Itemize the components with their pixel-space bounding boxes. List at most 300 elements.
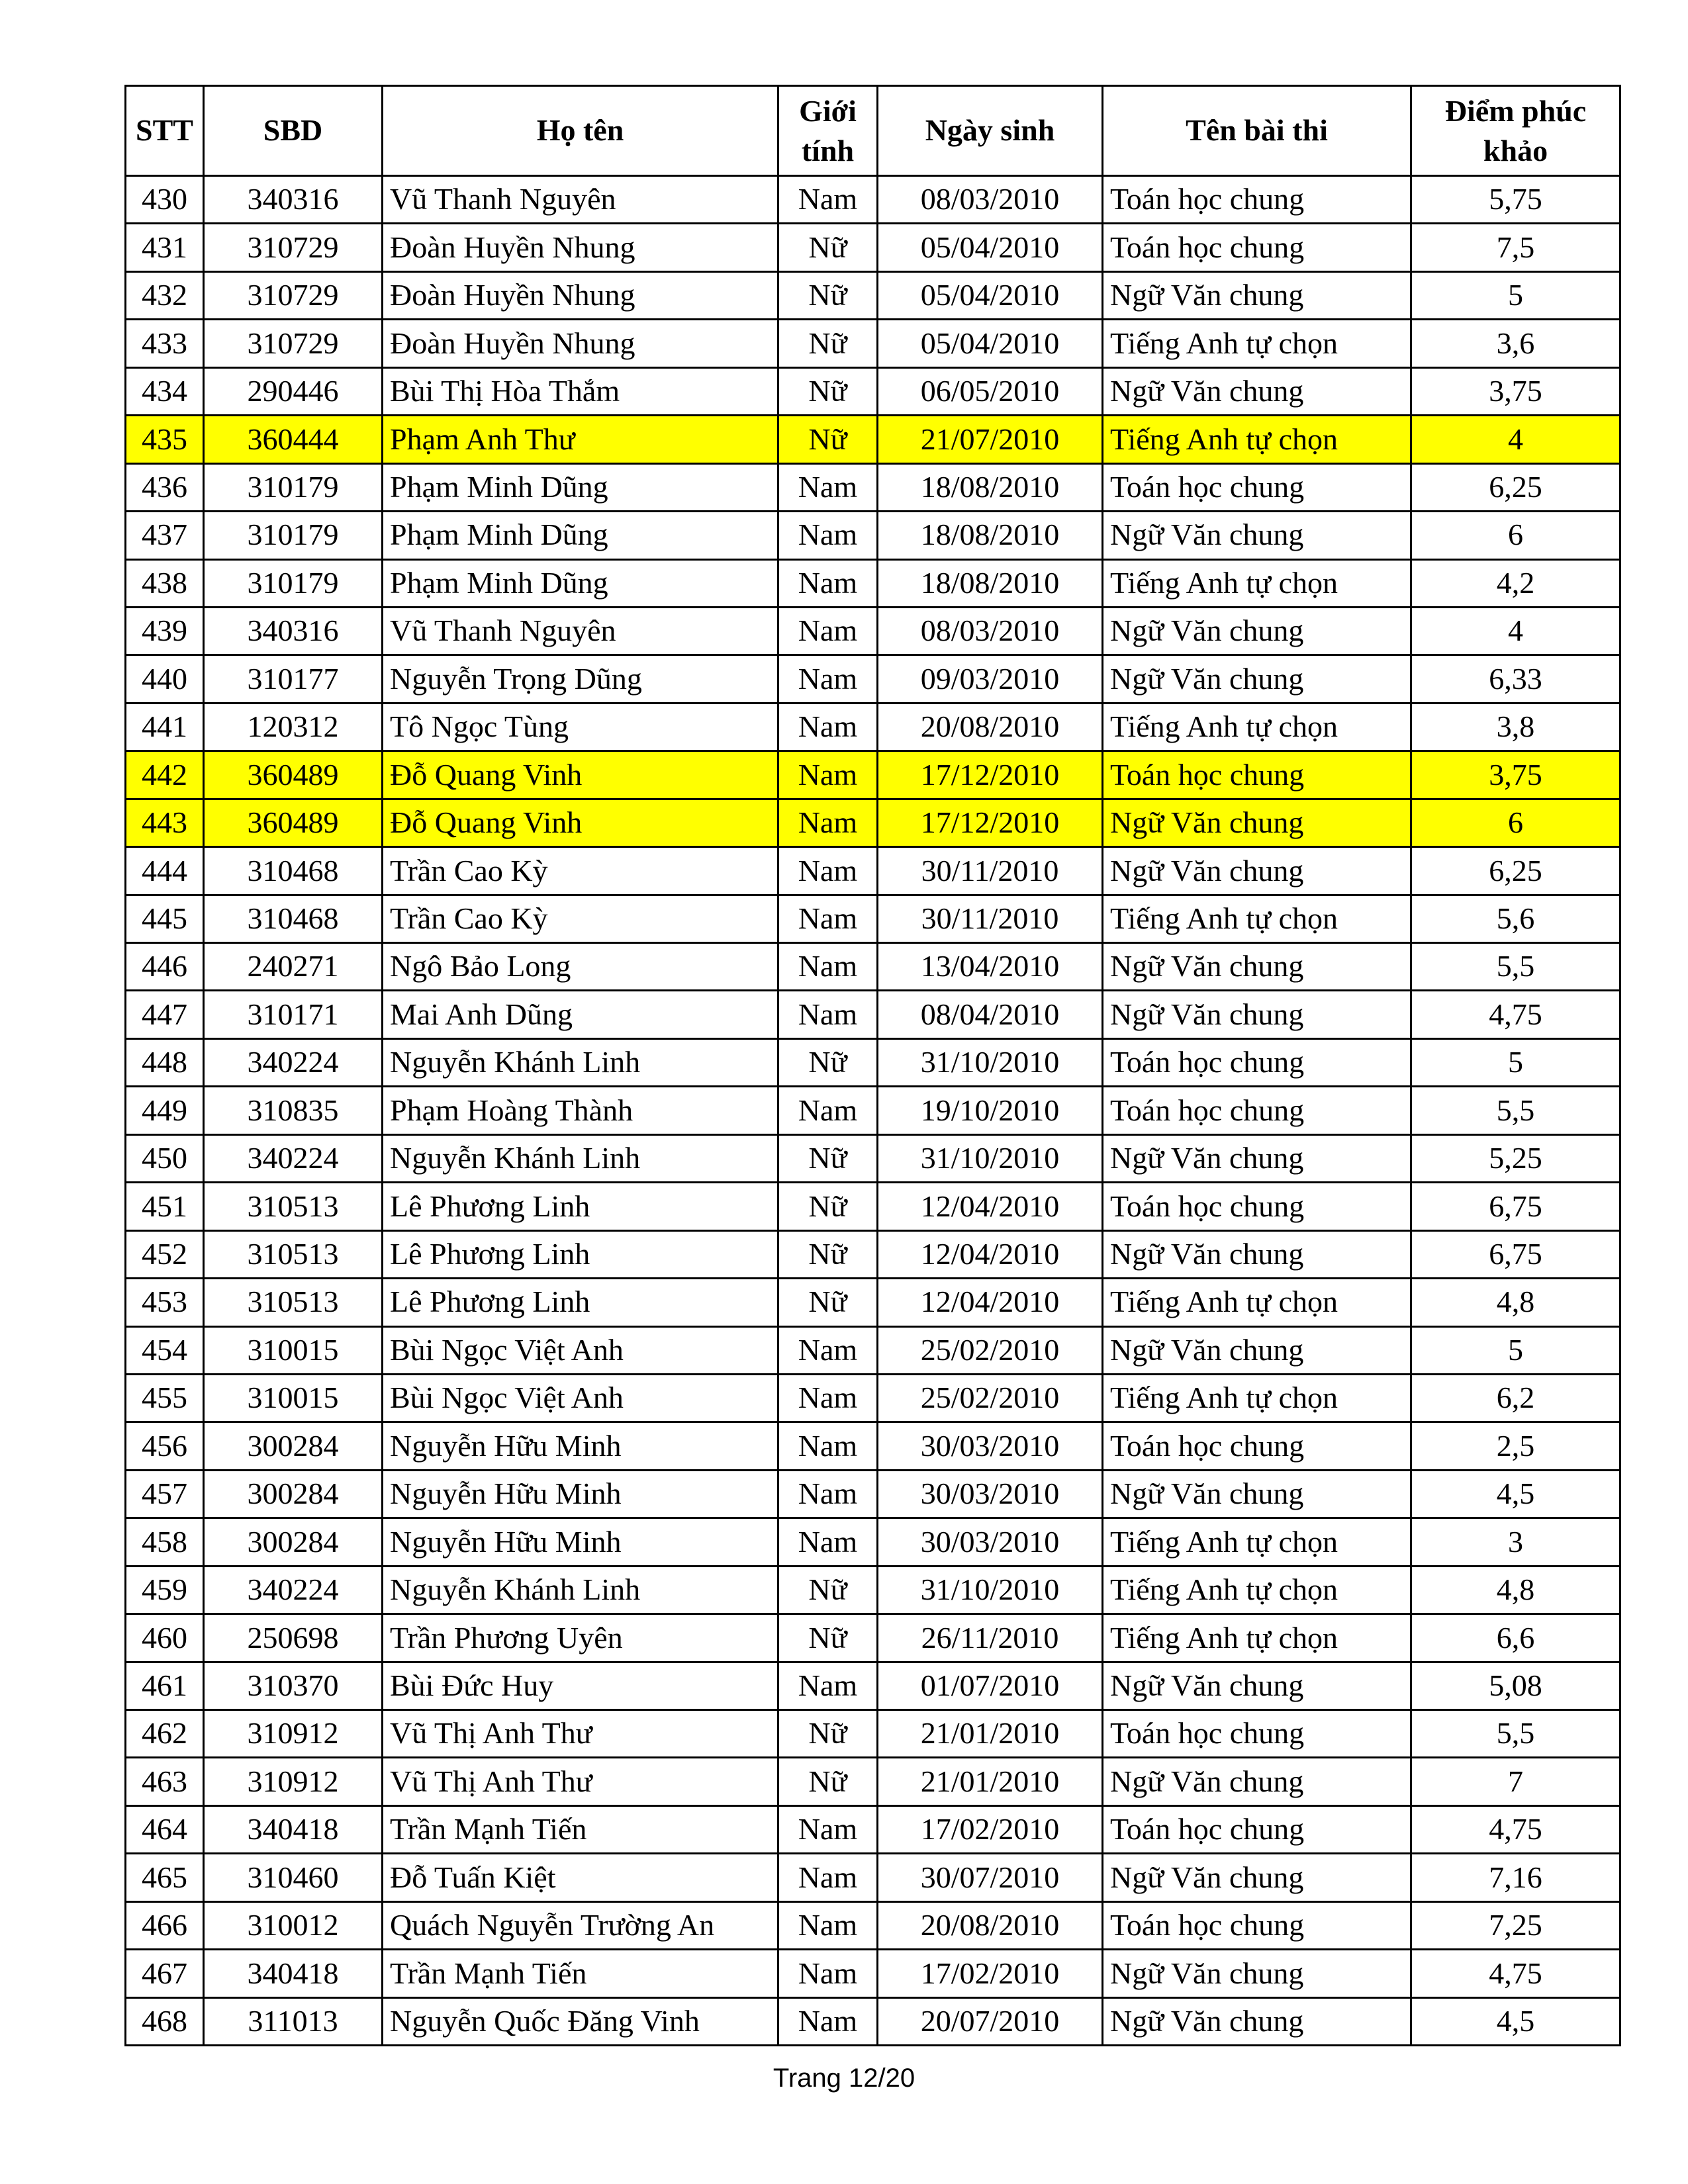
cell-gender: Nữ <box>778 1134 878 1182</box>
cell-name: Nguyễn Khánh Linh <box>383 1038 778 1086</box>
table-row <box>126 1614 1620 1662</box>
cell-sbd: 340418 <box>204 1805 383 1853</box>
cell-stt: 458 <box>126 1518 204 1566</box>
table-row <box>126 1662 1620 1709</box>
cell-stt: 450 <box>126 1134 204 1182</box>
cell-dob: 20/07/2010 <box>878 1997 1103 2045</box>
cell-gender: Nam <box>778 512 878 559</box>
cell-name: Trần Cao Kỳ <box>383 895 778 942</box>
table-row <box>126 416 1620 463</box>
table-row <box>126 895 1620 942</box>
cell-dob: 31/10/2010 <box>878 1566 1103 1614</box>
table-row <box>126 1087 1620 1134</box>
cell-name: Nguyễn Hữu Minh <box>383 1470 778 1518</box>
cell-exam: Ngữ Văn chung <box>1103 1230 1411 1278</box>
cell-score: 4,75 <box>1411 1805 1620 1853</box>
cell-score: 7 <box>1411 1758 1620 1805</box>
cell-gender: Nam <box>778 1470 878 1518</box>
cell-exam: Ngữ Văn chung <box>1103 1326 1411 1374</box>
cell-dob: 08/03/2010 <box>878 607 1103 655</box>
cell-stt: 434 <box>126 367 204 415</box>
table-row <box>126 176 1620 224</box>
cell-sbd: 340316 <box>204 607 383 655</box>
cell-exam: Ngữ Văn chung <box>1103 847 1411 895</box>
cell-stt: 453 <box>126 1279 204 1326</box>
cell-dob: 26/11/2010 <box>878 1614 1103 1662</box>
cell-sbd: 310729 <box>204 271 383 319</box>
cell-score: 5,5 <box>1411 1087 1620 1134</box>
cell-dob: 20/08/2010 <box>878 703 1103 751</box>
cell-gender: Nam <box>778 1805 878 1853</box>
header-dob: Ngày sinh <box>878 86 1103 176</box>
cell-sbd: 310513 <box>204 1279 383 1326</box>
cell-dob: 21/01/2010 <box>878 1710 1103 1758</box>
cell-sbd: 310912 <box>204 1758 383 1805</box>
cell-score: 3,8 <box>1411 703 1620 751</box>
cell-name: Lê Phương Linh <box>383 1183 778 1230</box>
cell-exam: Tiếng Anh tự chọn <box>1103 320 1411 367</box>
cell-exam: Tiếng Anh tự chọn <box>1103 895 1411 942</box>
cell-sbd: 310012 <box>204 1901 383 1949</box>
cell-stt: 433 <box>126 320 204 367</box>
cell-name: Đoàn Huyền Nhung <box>383 320 778 367</box>
cell-stt: 444 <box>126 847 204 895</box>
cell-sbd: 310835 <box>204 1087 383 1134</box>
cell-name: Trần Mạnh Tiến <box>383 1805 778 1853</box>
cell-gender: Nữ <box>778 1758 878 1805</box>
header-exam: Tên bài thi <box>1103 86 1411 176</box>
cell-gender: Nam <box>778 703 878 751</box>
table-row <box>126 463 1620 511</box>
cell-stt: 442 <box>126 751 204 799</box>
cell-name: Lê Phương Linh <box>383 1279 778 1326</box>
cell-score: 4 <box>1411 607 1620 655</box>
cell-stt: 467 <box>126 1950 204 1997</box>
cell-score: 5,5 <box>1411 1710 1620 1758</box>
cell-gender: Nam <box>778 1326 878 1374</box>
table-row <box>126 1230 1620 1278</box>
cell-sbd: 290446 <box>204 367 383 415</box>
cell-score: 4,75 <box>1411 991 1620 1038</box>
cell-gender: Nữ <box>778 416 878 463</box>
cell-name: Nguyễn Khánh Linh <box>383 1566 778 1614</box>
table-row <box>126 1183 1620 1230</box>
cell-name: Đoàn Huyền Nhung <box>383 224 778 271</box>
cell-exam: Tiếng Anh tự chọn <box>1103 1614 1411 1662</box>
table-row <box>126 799 1620 846</box>
cell-sbd: 300284 <box>204 1518 383 1566</box>
cell-sbd: 300284 <box>204 1470 383 1518</box>
cell-gender: Nam <box>778 847 878 895</box>
cell-sbd: 310179 <box>204 463 383 511</box>
table-row <box>126 847 1620 895</box>
cell-stt: 459 <box>126 1566 204 1614</box>
cell-stt: 430 <box>126 176 204 224</box>
cell-dob: 17/12/2010 <box>878 799 1103 846</box>
cell-stt: 439 <box>126 607 204 655</box>
table-row <box>126 1326 1620 1374</box>
cell-name: Vũ Thanh Nguyên <box>383 607 778 655</box>
cell-stt: 457 <box>126 1470 204 1518</box>
cell-exam: Ngữ Văn chung <box>1103 1470 1411 1518</box>
cell-sbd: 120312 <box>204 703 383 751</box>
table-row <box>126 367 1620 415</box>
cell-score: 7,5 <box>1411 224 1620 271</box>
cell-stt: 456 <box>126 1422 204 1470</box>
cell-exam: Ngữ Văn chung <box>1103 1134 1411 1182</box>
cell-exam: Tiếng Anh tự chọn <box>1103 1518 1411 1566</box>
cell-name: Phạm Anh Thư <box>383 416 778 463</box>
cell-score: 2,5 <box>1411 1422 1620 1470</box>
cell-name: Đỗ Quang Vinh <box>383 751 778 799</box>
cell-score: 4,2 <box>1411 559 1620 607</box>
table-row <box>126 224 1620 271</box>
cell-stt: 466 <box>126 1901 204 1949</box>
cell-exam: Tiếng Anh tự chọn <box>1103 559 1411 607</box>
cell-exam: Toán học chung <box>1103 1087 1411 1134</box>
header-gender <box>778 86 878 176</box>
table-row <box>126 1566 1620 1614</box>
cell-name: Phạm Minh Dũng <box>383 559 778 607</box>
cell-score: 5,25 <box>1411 1134 1620 1182</box>
cell-gender: Nam <box>778 1997 878 2045</box>
cell-name: Trần Mạnh Tiến <box>383 1950 778 1997</box>
cell-exam: Tiếng Anh tự chọn <box>1103 1566 1411 1614</box>
cell-stt: 447 <box>126 991 204 1038</box>
cell-stt: 468 <box>126 1997 204 2045</box>
header-gender-line1: Giới <box>799 93 857 128</box>
cell-exam: Toán học chung <box>1103 463 1411 511</box>
cell-name: Nguyễn Trọng Dũng <box>383 655 778 703</box>
cell-exam: Ngữ Văn chung <box>1103 1997 1411 2045</box>
cell-dob: 21/01/2010 <box>878 1758 1103 1805</box>
cell-sbd: 340418 <box>204 1950 383 1997</box>
cell-score: 4,8 <box>1411 1279 1620 1326</box>
cell-name: Tô Ngọc Tùng <box>383 703 778 751</box>
cell-exam: Ngữ Văn chung <box>1103 607 1411 655</box>
cell-name: Bùi Đức Huy <box>383 1662 778 1709</box>
cell-sbd: 311013 <box>204 1997 383 2045</box>
table-row <box>126 655 1620 703</box>
cell-gender: Nam <box>778 1662 878 1709</box>
cell-stt: 443 <box>126 799 204 846</box>
cell-name: Quách Nguyễn Trường An <box>383 1901 778 1949</box>
cell-gender: Nam <box>778 1422 878 1470</box>
cell-name: Trần Cao Kỳ <box>383 847 778 895</box>
cell-sbd: 310171 <box>204 991 383 1038</box>
cell-stt: 452 <box>126 1230 204 1278</box>
cell-stt: 431 <box>126 224 204 271</box>
cell-score: 5 <box>1411 271 1620 319</box>
table-row <box>126 703 1620 751</box>
cell-gender: Nam <box>778 559 878 607</box>
cell-dob: 05/04/2010 <box>878 271 1103 319</box>
cell-sbd: 360489 <box>204 751 383 799</box>
cell-exam: Ngữ Văn chung <box>1103 367 1411 415</box>
cell-exam: Toán học chung <box>1103 224 1411 271</box>
cell-score: 5,75 <box>1411 176 1620 224</box>
cell-sbd: 310177 <box>204 655 383 703</box>
cell-exam: Toán học chung <box>1103 1710 1411 1758</box>
cell-name: Đoàn Huyền Nhung <box>383 271 778 319</box>
cell-score: 3 <box>1411 1518 1620 1566</box>
cell-name: Ngô Bảo Long <box>383 943 778 991</box>
cell-stt: 462 <box>126 1710 204 1758</box>
cell-dob: 25/02/2010 <box>878 1326 1103 1374</box>
cell-stt: 455 <box>126 1374 204 1422</box>
cell-exam: Ngữ Văn chung <box>1103 271 1411 319</box>
cell-score: 6 <box>1411 799 1620 846</box>
table-row <box>126 1758 1620 1805</box>
cell-dob: 17/12/2010 <box>878 751 1103 799</box>
cell-score: 5,6 <box>1411 895 1620 942</box>
cell-name: Mai Anh Dũng <box>383 991 778 1038</box>
cell-dob: 08/03/2010 <box>878 176 1103 224</box>
cell-gender: Nữ <box>778 1183 878 1230</box>
table-row <box>126 1997 1620 2045</box>
cell-stt: 465 <box>126 1854 204 1901</box>
header-gender-line2: tính <box>801 133 855 167</box>
table-row <box>126 1805 1620 1853</box>
table-row <box>126 1422 1620 1470</box>
cell-name: Nguyễn Hữu Minh <box>383 1518 778 1566</box>
header-score-line1: Điểm phúc <box>1444 93 1587 128</box>
cell-sbd: 310460 <box>204 1854 383 1901</box>
table-row <box>126 512 1620 559</box>
cell-sbd: 310513 <box>204 1230 383 1278</box>
cell-stt: 464 <box>126 1805 204 1853</box>
cell-gender: Nam <box>778 1374 878 1422</box>
cell-stt: 454 <box>126 1326 204 1374</box>
cell-gender: Nam <box>778 176 878 224</box>
table-body <box>126 176 1620 2046</box>
cell-name: Vũ Thị Anh Thư <box>383 1710 778 1758</box>
cell-name: Đỗ Quang Vinh <box>383 799 778 846</box>
cell-exam: Ngữ Văn chung <box>1103 1950 1411 1997</box>
cell-sbd: 310015 <box>204 1326 383 1374</box>
cell-exam: Toán học chung <box>1103 1038 1411 1086</box>
cell-dob: 01/07/2010 <box>878 1662 1103 1709</box>
cell-sbd: 340224 <box>204 1566 383 1614</box>
cell-sbd: 310468 <box>204 895 383 942</box>
cell-gender: Nam <box>778 1950 878 1997</box>
cell-gender: Nữ <box>778 1230 878 1278</box>
cell-dob: 30/03/2010 <box>878 1422 1103 1470</box>
header-row <box>126 86 1620 176</box>
cell-sbd: 310179 <box>204 559 383 607</box>
cell-score: 6,2 <box>1411 1374 1620 1422</box>
cell-sbd: 340224 <box>204 1038 383 1086</box>
cell-stt: 449 <box>126 1087 204 1134</box>
cell-exam: Ngữ Văn chung <box>1103 943 1411 991</box>
cell-gender: Nam <box>778 991 878 1038</box>
table-row <box>126 1134 1620 1182</box>
table-row <box>126 751 1620 799</box>
cell-exam: Toán học chung <box>1103 176 1411 224</box>
cell-gender: Nữ <box>778 320 878 367</box>
cell-dob: 18/08/2010 <box>878 559 1103 607</box>
table-row <box>126 559 1620 607</box>
cell-exam: Ngữ Văn chung <box>1103 799 1411 846</box>
cell-exam: Toán học chung <box>1103 1901 1411 1949</box>
cell-gender: Nam <box>778 1901 878 1949</box>
cell-score: 6,25 <box>1411 847 1620 895</box>
cell-dob: 31/10/2010 <box>878 1134 1103 1182</box>
results-table <box>124 85 1621 2046</box>
cell-exam: Ngữ Văn chung <box>1103 655 1411 703</box>
cell-gender: Nam <box>778 463 878 511</box>
cell-dob: 30/07/2010 <box>878 1854 1103 1901</box>
cell-sbd: 360489 <box>204 799 383 846</box>
cell-gender: Nam <box>778 1854 878 1901</box>
cell-score: 6,33 <box>1411 655 1620 703</box>
cell-stt: 445 <box>126 895 204 942</box>
cell-name: Nguyễn Khánh Linh <box>383 1134 778 1182</box>
header-score <box>1411 86 1620 176</box>
cell-dob: 06/05/2010 <box>878 367 1103 415</box>
cell-sbd: 360444 <box>204 416 383 463</box>
cell-name: Phạm Hoàng Thành <box>383 1087 778 1134</box>
cell-dob: 12/04/2010 <box>878 1279 1103 1326</box>
table-row <box>126 1374 1620 1422</box>
cell-score: 5 <box>1411 1326 1620 1374</box>
cell-sbd: 250698 <box>204 1614 383 1662</box>
cell-dob: 30/03/2010 <box>878 1518 1103 1566</box>
cell-stt: 451 <box>126 1183 204 1230</box>
header-name: Họ tên <box>383 86 778 176</box>
cell-gender: Nữ <box>778 224 878 271</box>
table-row <box>126 1470 1620 1518</box>
cell-gender: Nam <box>778 1087 878 1134</box>
header-stt: STT <box>126 86 204 176</box>
cell-exam: Ngữ Văn chung <box>1103 512 1411 559</box>
cell-name: Phạm Minh Dũng <box>383 463 778 511</box>
cell-gender: Nam <box>778 799 878 846</box>
cell-name: Nguyễn Hữu Minh <box>383 1422 778 1470</box>
cell-gender: Nam <box>778 607 878 655</box>
cell-sbd: 310729 <box>204 320 383 367</box>
cell-stt: 436 <box>126 463 204 511</box>
cell-dob: 08/04/2010 <box>878 991 1103 1038</box>
cell-exam: Tiếng Anh tự chọn <box>1103 703 1411 751</box>
cell-dob: 18/08/2010 <box>878 512 1103 559</box>
cell-gender: Nam <box>778 655 878 703</box>
cell-stt: 441 <box>126 703 204 751</box>
cell-exam: Tiếng Anh tự chọn <box>1103 1279 1411 1326</box>
cell-dob: 13/04/2010 <box>878 943 1103 991</box>
table-row <box>126 1710 1620 1758</box>
cell-dob: 09/03/2010 <box>878 655 1103 703</box>
table-row <box>126 1901 1620 1949</box>
cell-sbd: 310015 <box>204 1374 383 1422</box>
cell-dob: 05/04/2010 <box>878 224 1103 271</box>
cell-exam: Ngữ Văn chung <box>1103 1854 1411 1901</box>
cell-dob: 12/04/2010 <box>878 1230 1103 1278</box>
cell-score: 4,75 <box>1411 1950 1620 1997</box>
cell-score: 5,5 <box>1411 943 1620 991</box>
cell-dob: 20/08/2010 <box>878 1901 1103 1949</box>
cell-exam: Tiếng Anh tự chọn <box>1103 1374 1411 1422</box>
cell-score: 5,08 <box>1411 1662 1620 1709</box>
cell-name: Bùi Ngọc Việt Anh <box>383 1326 778 1374</box>
cell-name: Bùi Ngọc Việt Anh <box>383 1374 778 1422</box>
page-number: Trang 12/20 <box>773 2064 915 2093</box>
cell-dob: 05/04/2010 <box>878 320 1103 367</box>
cell-sbd: 240271 <box>204 943 383 991</box>
cell-dob: 30/03/2010 <box>878 1470 1103 1518</box>
cell-score: 6,25 <box>1411 463 1620 511</box>
cell-score: 4,8 <box>1411 1566 1620 1614</box>
cell-score: 3,75 <box>1411 367 1620 415</box>
cell-gender: Nữ <box>778 1710 878 1758</box>
table-row <box>126 1038 1620 1086</box>
table-row <box>126 271 1620 319</box>
cell-stt: 438 <box>126 559 204 607</box>
cell-stt: 437 <box>126 512 204 559</box>
cell-dob: 25/02/2010 <box>878 1374 1103 1422</box>
cell-score: 4 <box>1411 416 1620 463</box>
cell-stt: 432 <box>126 271 204 319</box>
cell-gender: Nữ <box>778 1566 878 1614</box>
cell-exam: Ngữ Văn chung <box>1103 1662 1411 1709</box>
cell-name: Nguyễn Quốc Đăng Vinh <box>383 1997 778 2045</box>
cell-name: Phạm Minh Dũng <box>383 512 778 559</box>
cell-score: 7,16 <box>1411 1854 1620 1901</box>
table-row <box>126 1279 1620 1326</box>
cell-dob: 12/04/2010 <box>878 1183 1103 1230</box>
cell-dob: 18/08/2010 <box>878 463 1103 511</box>
cell-dob: 31/10/2010 <box>878 1038 1103 1086</box>
cell-name: Vũ Thanh Nguyên <box>383 176 778 224</box>
cell-gender: Nữ <box>778 1279 878 1326</box>
cell-dob: 30/11/2010 <box>878 895 1103 942</box>
cell-score: 3,6 <box>1411 320 1620 367</box>
table-row <box>126 943 1620 991</box>
cell-score: 7,25 <box>1411 1901 1620 1949</box>
cell-sbd: 310513 <box>204 1183 383 1230</box>
cell-exam: Toán học chung <box>1103 751 1411 799</box>
cell-dob: 21/07/2010 <box>878 416 1103 463</box>
table-row <box>126 1854 1620 1901</box>
cell-sbd: 300284 <box>204 1422 383 1470</box>
cell-gender: Nữ <box>778 367 878 415</box>
cell-gender: Nam <box>778 751 878 799</box>
cell-dob: 17/02/2010 <box>878 1805 1103 1853</box>
cell-stt: 440 <box>126 655 204 703</box>
cell-sbd: 310468 <box>204 847 383 895</box>
cell-sbd: 310370 <box>204 1662 383 1709</box>
cell-score: 5 <box>1411 1038 1620 1086</box>
table-row <box>126 991 1620 1038</box>
cell-sbd: 310729 <box>204 224 383 271</box>
cell-exam: Toán học chung <box>1103 1805 1411 1853</box>
cell-stt: 461 <box>126 1662 204 1709</box>
cell-sbd: 310912 <box>204 1710 383 1758</box>
cell-sbd: 340224 <box>204 1134 383 1182</box>
cell-gender: Nữ <box>778 1038 878 1086</box>
cell-gender: Nam <box>778 895 878 942</box>
cell-sbd: 310179 <box>204 512 383 559</box>
cell-exam: Toán học chung <box>1103 1183 1411 1230</box>
cell-score: 6 <box>1411 512 1620 559</box>
cell-name: Bùi Thị Hòa Thắm <box>383 367 778 415</box>
cell-exam: Tiếng Anh tự chọn <box>1103 416 1411 463</box>
cell-score: 6,6 <box>1411 1614 1620 1662</box>
cell-score: 3,75 <box>1411 751 1620 799</box>
cell-exam: Toán học chung <box>1103 1422 1411 1470</box>
cell-score: 6,75 <box>1411 1230 1620 1278</box>
cell-dob: 30/11/2010 <box>878 847 1103 895</box>
